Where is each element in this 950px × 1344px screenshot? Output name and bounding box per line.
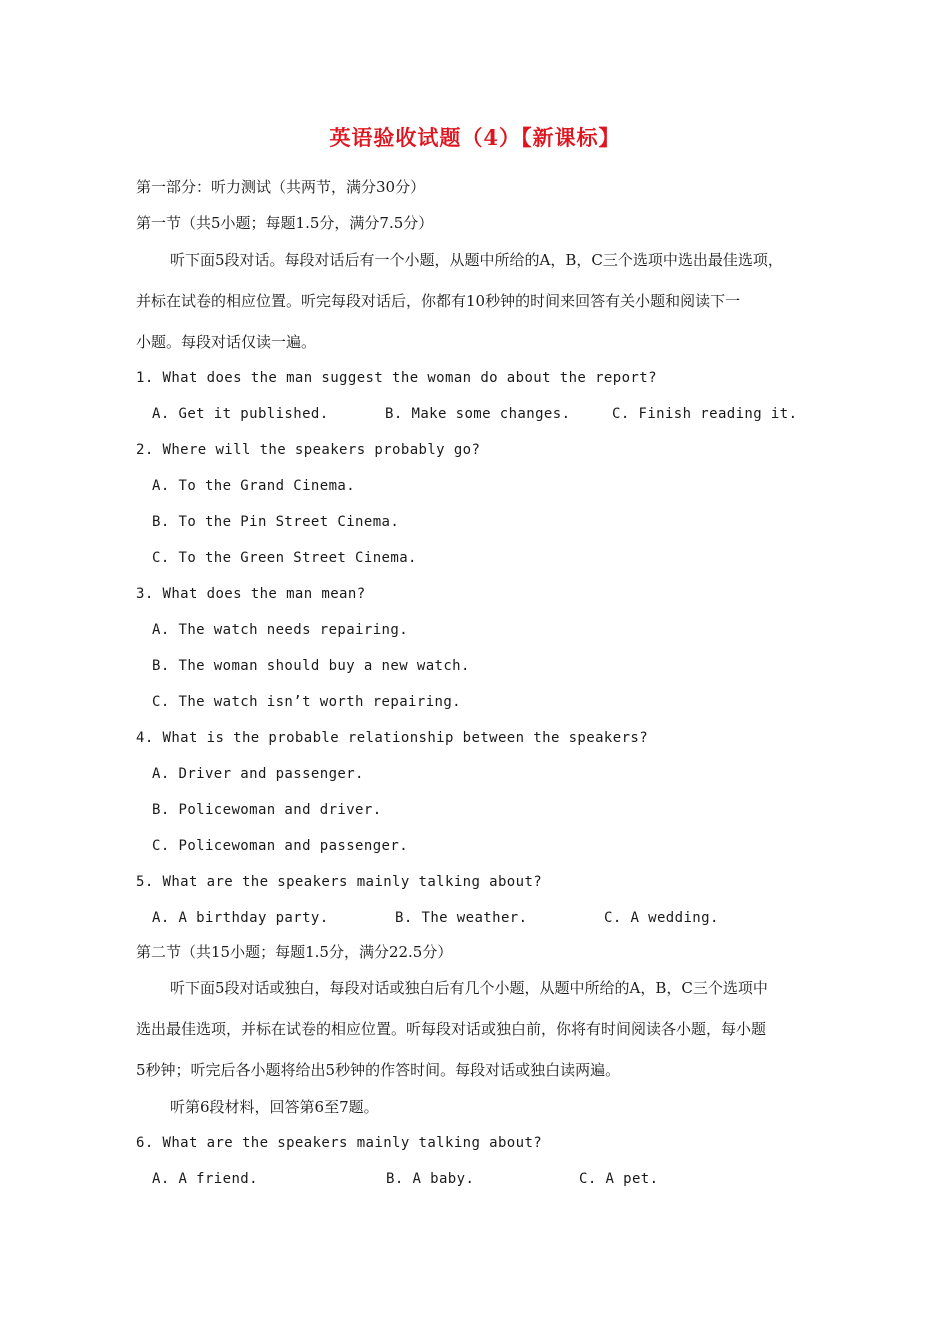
option-a: A. A friend. xyxy=(152,1171,258,1187)
section2-instruction-line: 选出最佳选项，并标在试卷的相应位置。听每段对话或独白前，你将有时间阅读各小题，每小题 xyxy=(136,1020,767,1038)
option-a: A. A birthday party. xyxy=(152,910,329,926)
option-a: A. Driver and passenger. xyxy=(152,766,364,782)
section2-heading: 第二节（共15小题；每题1.5分，满分22.5分） xyxy=(136,943,453,961)
material-note: 听第6段材料，回答第6至7题。 xyxy=(170,1098,379,1116)
option-c: C. Finish reading it. xyxy=(612,406,798,422)
option-b: B. A baby. xyxy=(386,1171,475,1187)
option-b: B. Make some changes. xyxy=(385,406,571,422)
section1-heading: 第一节（共5小题；每题1.5分，满分7.5分） xyxy=(136,214,434,232)
option-a: A. The watch needs repairing. xyxy=(152,622,409,638)
part1-heading: 第一部分：听力测试（共两节，满分30分） xyxy=(136,178,426,196)
section1-instruction-line: 小题。每段对话仅读一遍。 xyxy=(136,333,317,351)
question-stem: 5. What are the speakers mainly talking about? xyxy=(136,874,543,890)
question-stem: 1. What does the man suggest the woman do about the report? xyxy=(136,370,657,386)
question-stem: 3. What does the man mean? xyxy=(136,586,366,602)
section2-instruction-line: 听下面5段对话或独白，每段对话或独白后有几个小题，从题中所给的A，B，C三个选项中 xyxy=(170,979,768,997)
question-stem: 4. What is the probable relationship between the speakers? xyxy=(136,730,649,746)
option-a: A. Get it published. xyxy=(152,406,329,422)
option-c: C. Policewoman and passenger. xyxy=(152,838,409,854)
option-b: B. Policewoman and driver. xyxy=(152,802,382,818)
option-b: B. To the Pin Street Cinema. xyxy=(152,514,400,530)
page-title: 英语验收试题（4）【新课标】 xyxy=(329,125,621,150)
section1-instruction-line: 听下面5段对话。每段对话后有一个小题，从题中所给的A，B，C三个选项中选出最佳选项， xyxy=(170,251,783,269)
option-c: C. A wedding. xyxy=(604,910,719,926)
option-a: A. To the Grand Cinema. xyxy=(152,478,356,494)
section1-instruction-line: 并标在试卷的相应位置。听完每段对话后，你都有10秒钟的时间来回答有关小题和阅读下一 xyxy=(136,292,741,310)
question-stem: 6. What are the speakers mainly talking about? xyxy=(136,1135,543,1151)
section2-instruction-line: 5秒钟；听完后各小题将给出5秒钟的作答时间。每段对话或独白读两遍。 xyxy=(136,1061,621,1079)
option-c: C. The watch isn’t worth repairing. xyxy=(152,694,462,710)
option-c: C. A pet. xyxy=(579,1171,659,1187)
option-b: B. The weather. xyxy=(395,910,528,926)
question-stem: 2. Where will the speakers probably go? xyxy=(136,442,481,458)
option-c: C. To the Green Street Cinema. xyxy=(152,550,417,566)
option-b: B. The woman should buy a new watch. xyxy=(152,658,470,674)
